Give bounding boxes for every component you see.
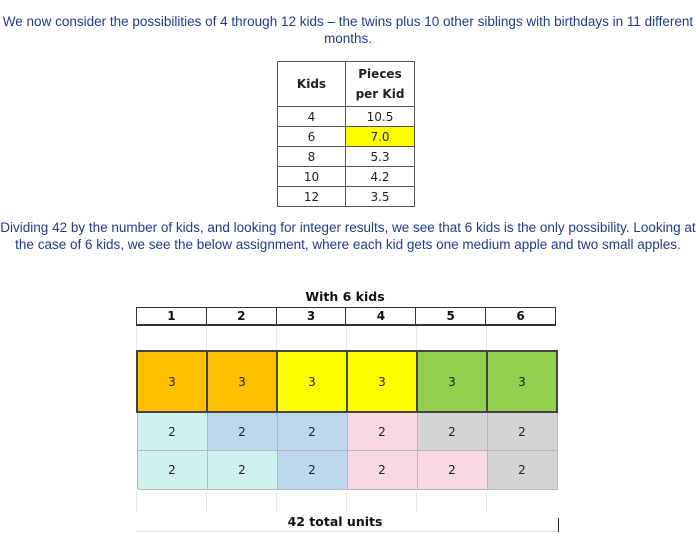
kid-label: 1 [167, 309, 176, 323]
total-units-label: 42 total units [287, 514, 383, 529]
total-row [136, 513, 558, 532]
table-row [278, 147, 415, 167]
apple-cell: 3 [207, 351, 277, 412]
table-row [278, 167, 415, 187]
pieces-cell: 5.3 [346, 147, 415, 167]
apple-cell: 2 [137, 451, 207, 490]
empty-bottom-row [136, 491, 556, 512]
kids-cell: 6 [278, 127, 346, 147]
conclusion-paragraph: Dividing 42 by the number of kids, and looking for integer results, we see that 6 kids is the only possibility. Looking at the case of 6 kids, we see the below assignment, where each kid gets one medium apple and two small apples. [0, 220, 696, 252]
pieces-column-header: Pieces per Kid [346, 62, 415, 107]
apple-cell: 3 [417, 351, 487, 412]
apple-cell: 2 [417, 412, 487, 451]
apple-cell: 3 [277, 351, 347, 412]
kids-column-header: Kids [278, 62, 346, 107]
kid-label: 5 [415, 308, 485, 324]
text-cursor [558, 518, 559, 532]
apple-cell: 2 [347, 412, 417, 451]
kid-label: 6 [485, 308, 555, 324]
small-apple-row [137, 412, 557, 451]
apple-cell: 2 [347, 451, 417, 490]
kids-table-header-row [278, 62, 415, 107]
pieces-cell: 10.5 [346, 107, 415, 127]
kid-label: 2 [206, 308, 276, 324]
empty-spacer-row [136, 326, 556, 350]
apple-cell: 2 [277, 412, 347, 451]
apple-cell: 3 [487, 351, 557, 412]
kids-pieces-table [277, 61, 415, 207]
apple-cell: 2 [137, 412, 207, 451]
table-row [278, 187, 415, 207]
apple-assignment-grid [136, 350, 558, 490]
kid-label: 4 [345, 308, 415, 324]
intro-paragraph: We now consider the possibilities of 4 through 12 kids – the twins plus 10 other siblings with birthdays in 11 different months. [2, 14, 694, 46]
apple-cell: 2 [487, 412, 557, 451]
kids-cell: 4 [278, 107, 346, 127]
table-row [278, 127, 415, 147]
medium-apple-row [137, 351, 557, 412]
apple-cell: 2 [207, 412, 277, 451]
assignment-title: With 6 kids [305, 289, 385, 304]
table-row [278, 107, 415, 127]
kids-cell: 12 [278, 187, 346, 207]
apple-cell: 2 [487, 451, 557, 490]
apple-cell: 3 [137, 351, 207, 412]
apple-cell: 3 [347, 351, 417, 412]
kid-number-header-row [136, 307, 556, 326]
kids-cell: 8 [278, 147, 346, 167]
apple-cell: 2 [207, 451, 277, 490]
kids-cell: 10 [278, 167, 346, 187]
pieces-cell: 4.2 [346, 167, 415, 187]
kid-label: 3 [276, 308, 346, 324]
apple-cell: 2 [277, 451, 347, 490]
small-apple-row [137, 451, 557, 490]
pieces-cell: 3.5 [346, 187, 415, 207]
pieces-cell-highlighted: 7.0 [346, 127, 415, 147]
apple-cell: 2 [417, 451, 487, 490]
